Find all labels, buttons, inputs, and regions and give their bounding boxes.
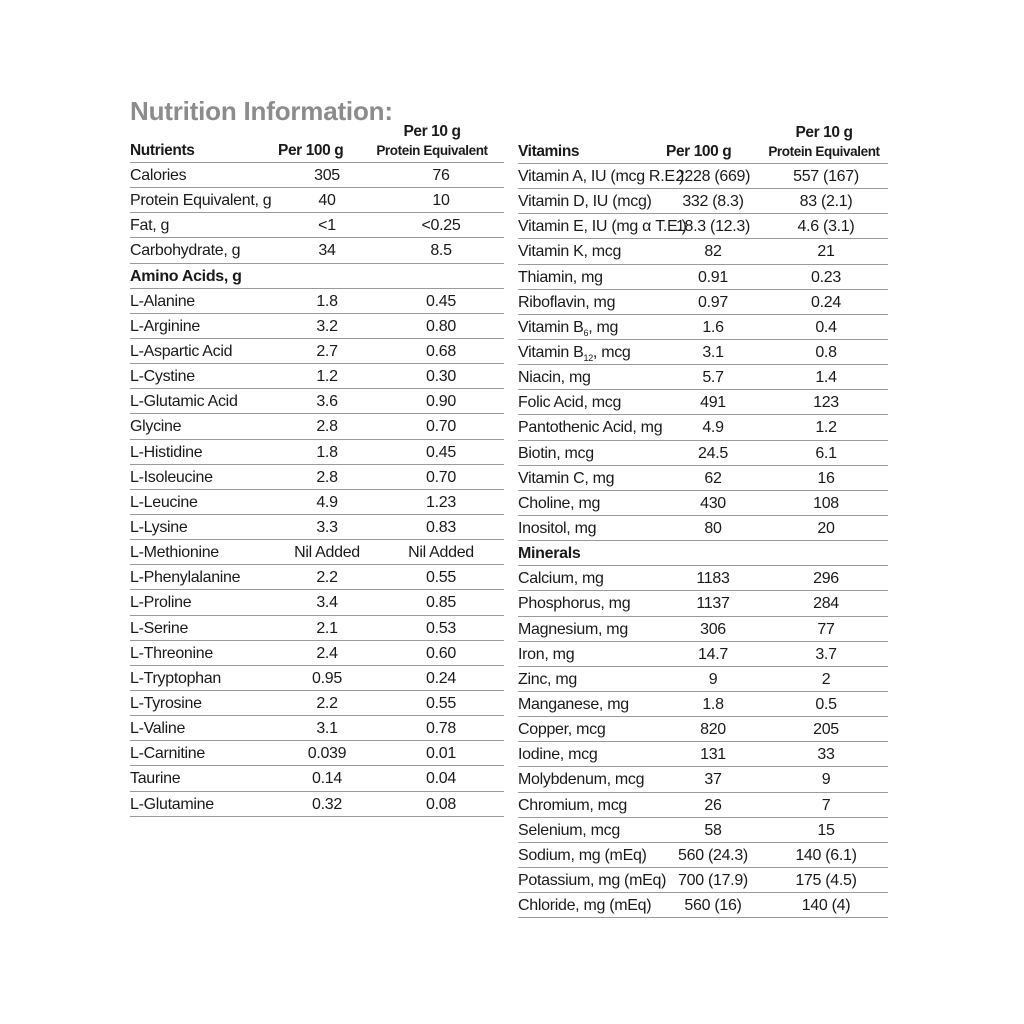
nutrient-name: Glycine [130, 418, 182, 436]
table-row [518, 415, 888, 440]
value-per-100g: 2.2 [316, 569, 338, 587]
nutrient-name: L-Methionine [130, 544, 219, 562]
value-per-10g: Nil Added [408, 544, 474, 562]
value-per-100g: 80 [704, 519, 722, 537]
table-row [130, 163, 504, 188]
value-per-10g: 0.5 [815, 695, 837, 713]
table-row [130, 289, 504, 314]
nutrient-name: L-Tyrosine [130, 694, 202, 712]
table-row [518, 315, 888, 340]
nutrient-name: Calcium, mg [518, 570, 604, 588]
nutrient-name: Manganese, mg [518, 695, 629, 713]
nutrient-name: Fat, g [130, 217, 170, 235]
header-per-10g-top: Per 10 g [403, 123, 461, 140]
table-row [130, 792, 504, 817]
value-per-100g: 1.8 [316, 292, 338, 310]
table-row [518, 818, 888, 843]
table-row [518, 340, 888, 365]
value-per-100g: 1.6 [702, 318, 724, 336]
value-per-100g: 2.8 [316, 418, 338, 436]
value-per-100g: 3.6 [316, 393, 338, 411]
value-per-100g: 1.8 [702, 695, 724, 713]
nutrient-name: L-Valine [130, 720, 186, 738]
value-per-10g: 0.4 [815, 318, 837, 336]
table-row [518, 893, 888, 918]
header-nutrients: Nutrients [130, 142, 195, 159]
nutrient-subscript: 12 [583, 352, 593, 363]
value-per-10g: 0.78 [426, 720, 456, 738]
nutrients-table [130, 124, 504, 817]
table-row [130, 414, 504, 439]
nutrient-name: Pantothenic Acid, mg [518, 419, 663, 437]
nutrient-name [518, 344, 631, 367]
nutrient-name: L-Leucine [130, 493, 198, 511]
value-per-100g: 9 [708, 670, 718, 688]
nutrient-name: Selenium, mcg [518, 821, 620, 839]
nutrient-name: Thiamin, mg [518, 268, 603, 286]
value-per-100g: 306 [700, 620, 726, 638]
table-row [518, 265, 888, 290]
table-row [130, 465, 504, 490]
value-per-100g: 560 (24.3) [678, 846, 748, 864]
table-row [130, 389, 504, 414]
table-header [518, 124, 888, 164]
nutrient-name: Biotin, mcg [518, 444, 594, 462]
value-per-100g: 62 [704, 469, 722, 487]
value-per-100g: 1.2 [316, 368, 338, 386]
table-row [518, 164, 888, 189]
nutrient-name: Iron, mg [518, 645, 575, 663]
value-per-10g: 0.90 [426, 393, 456, 411]
value-per-100g: 2228 (669) [675, 168, 751, 185]
table-row [130, 314, 504, 339]
table-row [130, 766, 504, 791]
value-per-10g: 0.30 [426, 368, 456, 386]
value-per-100g: 3.1 [316, 720, 338, 738]
page-title: Nutrition Information: [130, 96, 393, 126]
value-per-100g: Nil Added [294, 544, 360, 562]
nutrients-rows [130, 163, 504, 817]
table-row [518, 239, 888, 264]
value-per-10g: 15 [817, 821, 835, 839]
value-per-100g: 5.7 [702, 369, 724, 387]
value-per-10g: 0.45 [426, 443, 456, 461]
section-row [518, 541, 888, 566]
value-per-100g: 820 [700, 721, 726, 739]
table-row [518, 365, 888, 390]
value-per-10g: 296 [813, 570, 839, 588]
nutrient-name-base: Vitamin B [518, 318, 584, 336]
nutrient-subscript: 6 [583, 327, 589, 338]
table-row [518, 692, 888, 717]
table-row [130, 339, 504, 364]
table-row [518, 566, 888, 591]
value-per-10g: 0.83 [426, 518, 456, 536]
value-per-10g: 77 [817, 620, 835, 638]
table-header [130, 124, 504, 163]
nutrient-name: Chromium, mcg [518, 796, 628, 814]
nutrient-name: Vitamin A, IU (mcg R.E.) [518, 168, 684, 185]
value-per-100g: 24.5 [698, 444, 728, 462]
nutrient-name: L-Aspartic Acid [130, 342, 233, 360]
value-per-10g: 0.8 [815, 343, 837, 361]
nutrient-name: L-Arginine [130, 317, 200, 335]
value-per-10g: 205 [813, 721, 839, 739]
value-per-100g: 2.4 [316, 644, 338, 662]
value-per-10g: 1.23 [426, 493, 456, 511]
table-row [518, 591, 888, 616]
table-row [130, 540, 504, 565]
value-per-10g: 0.08 [426, 795, 456, 813]
table-row [518, 667, 888, 692]
nutrient-name: Vitamin D, IU (mcg) [518, 193, 652, 211]
value-per-100g: 40 [318, 192, 336, 210]
table-row [130, 238, 504, 263]
table-row [130, 490, 504, 515]
nutrient-name: Inositol, mg [518, 519, 597, 537]
nutrient-name: Niacin, mg [518, 369, 591, 387]
nutrient-name: Potassium, mg (mEq) [518, 871, 667, 889]
nutrient-name: Taurine [130, 770, 181, 788]
table-row [130, 741, 504, 766]
value-per-10g: 0.53 [426, 619, 456, 637]
nutrient-name: Riboflavin, mg [518, 293, 616, 311]
value-per-10g: 3.7 [815, 645, 837, 663]
table-row [130, 691, 504, 716]
value-per-10g: 1.2 [815, 419, 837, 437]
section-label: Amino Acids, g [130, 267, 242, 285]
value-per-100g: 1.8 [316, 443, 338, 461]
value-per-10g: 16 [817, 469, 835, 487]
value-per-10g: 284 [813, 595, 839, 613]
table-row [518, 767, 888, 792]
nutrient-name: L-Glutamine [130, 795, 214, 813]
value-per-10g: 175 (4.5) [795, 871, 857, 889]
value-per-10g: 0.24 [426, 669, 456, 687]
nutrient-name: Chloride, mg (mEq) [518, 897, 652, 915]
header-per-10g-top: Per 10 g [795, 124, 853, 141]
table-row [130, 213, 504, 238]
value-per-10g: 0.85 [426, 594, 456, 612]
value-per-100g: 37 [704, 771, 722, 789]
table-row [518, 290, 888, 315]
value-per-100g: 0.97 [698, 293, 728, 311]
table-row [130, 440, 504, 465]
value-per-100g: 430 [700, 494, 726, 512]
table-row [518, 617, 888, 642]
table-row [518, 189, 888, 214]
value-per-100g: 3.3 [316, 518, 338, 536]
nutrient-name: Protein Equivalent, g [130, 192, 272, 210]
value-per-10g: 2 [821, 670, 831, 688]
value-per-100g: 0.95 [312, 669, 342, 687]
value-per-10g: 0.68 [426, 342, 456, 360]
nutrient-name: Vitamin E, IU (mg α T.E.) [518, 218, 687, 236]
value-per-100g: 26 [704, 796, 722, 814]
nutrient-name: L-Phenylalanine [130, 569, 241, 587]
nutrient-name: L-Histidine [130, 443, 203, 461]
vitamins-rows [518, 164, 888, 918]
nutrient-name: Calories [130, 167, 187, 184]
table-row [518, 466, 888, 491]
value-per-100g: 4.9 [316, 493, 338, 511]
nutrient-name: Vitamin C, mg [518, 469, 615, 487]
table-row [130, 565, 504, 590]
nutrient-name: Carbohydrate, g [130, 242, 241, 260]
nutrient-name-suffix: , mg [588, 318, 619, 336]
value-per-100g: 305 [314, 167, 340, 184]
nutrient-name: Choline, mg [518, 494, 601, 512]
nutrient-name: Sodium, mg (mEq) [518, 846, 647, 864]
value-per-100g: 0.32 [312, 795, 342, 813]
value-per-10g: 0.55 [426, 569, 456, 587]
value-per-10g: 0.23 [811, 268, 841, 286]
nutrient-name: Phosphorus, mg [518, 595, 631, 613]
value-per-100g: 0.91 [698, 268, 728, 286]
value-per-10g: 9 [821, 771, 831, 789]
nutrient-name [518, 319, 618, 342]
nutrient-name: L-Lysine [130, 518, 188, 536]
header-per-10g-bottom: Protein Equivalent [376, 143, 488, 158]
value-per-10g: 123 [813, 394, 839, 412]
value-per-100g: 2.1 [316, 619, 338, 637]
value-per-10g: 4.6 (3.1) [797, 218, 855, 236]
value-per-100g: 58 [704, 821, 722, 839]
nutrient-name: L-Serine [130, 619, 189, 637]
value-per-10g: 1.4 [815, 369, 837, 387]
header-vitamins: Vitamins [518, 143, 580, 160]
value-per-10g: 0.01 [426, 745, 456, 763]
nutrient-name: L-Proline [130, 594, 192, 612]
nutrient-name: Vitamin K, mcg [518, 243, 622, 261]
table-row [518, 742, 888, 767]
table-row [518, 717, 888, 742]
value-per-10g: 0.60 [426, 644, 456, 662]
nutrient-name: Iodine, mcg [518, 746, 598, 764]
table-row [130, 666, 504, 691]
value-per-10g: 0.70 [426, 418, 456, 436]
value-per-100g: 700 (17.9) [678, 871, 748, 889]
table-row [518, 868, 888, 893]
table-row [518, 214, 888, 239]
value-per-100g: 18.3 (12.3) [675, 218, 751, 236]
header-per-100g: Per 100 g [666, 143, 732, 160]
nutrient-name: Folic Acid, mcg [518, 394, 622, 412]
value-per-100g: 3.4 [316, 594, 338, 612]
nutrient-name: L-Isoleucine [130, 468, 213, 486]
nutrient-name: Molybdenum, mcg [518, 771, 645, 789]
table-row [130, 641, 504, 666]
nutrient-name: L-Threonine [130, 644, 213, 662]
value-per-10g: 0.80 [426, 317, 456, 335]
table-row [130, 590, 504, 615]
value-per-10g: 83 (2.1) [799, 193, 853, 211]
value-per-100g: 1137 [696, 595, 730, 613]
section-label: Minerals [518, 545, 581, 563]
header-per-10g [366, 122, 498, 160]
value-per-10g: 76 [432, 167, 450, 184]
nutrient-name: Zinc, mg [518, 670, 577, 688]
table-row [130, 364, 504, 389]
nutrient-name-suffix: , mcg [592, 343, 631, 361]
value-per-100g: 1183 [696, 570, 730, 588]
nutrient-name-base: Vitamin B [518, 343, 584, 361]
value-per-10g: 0.70 [426, 468, 456, 486]
value-per-10g: 8.5 [430, 242, 452, 260]
value-per-10g: 0.55 [426, 694, 456, 712]
value-per-10g: 6.1 [815, 444, 837, 462]
value-per-10g: 557 (167) [793, 168, 859, 185]
value-per-10g: 10 [432, 192, 450, 210]
table-row [130, 716, 504, 741]
value-per-100g: <1 [318, 217, 336, 235]
header-per-10g-bottom: Protein Equivalent [768, 144, 880, 159]
section-row [130, 264, 504, 289]
header-per-100g: Per 100 g [278, 142, 344, 159]
table-row [518, 491, 888, 516]
value-per-100g: 2.2 [316, 694, 338, 712]
value-per-100g: 4.9 [702, 419, 724, 437]
table-row [518, 642, 888, 667]
value-per-10g: 140 (6.1) [795, 846, 857, 864]
value-per-100g: 82 [704, 243, 722, 261]
value-per-10g: 20 [817, 519, 835, 537]
nutrient-name: Copper, mcg [518, 721, 606, 739]
value-per-100g: 0.039 [307, 745, 347, 763]
value-per-10g: 0.04 [426, 770, 456, 788]
value-per-100g: 2.8 [316, 468, 338, 486]
value-per-10g: <0.25 [421, 217, 461, 235]
table-row [518, 843, 888, 868]
table-row [518, 516, 888, 541]
value-per-100g: 491 [700, 394, 726, 412]
value-per-100g: 131 [700, 746, 726, 764]
value-per-100g: 3.2 [316, 317, 338, 335]
nutrient-name: Magnesium, mg [518, 620, 628, 638]
value-per-10g: 33 [817, 746, 835, 764]
header-per-10g [758, 123, 890, 161]
vitamins-minerals-table [518, 124, 888, 918]
table-row [130, 188, 504, 213]
value-per-100g: 14.7 [698, 645, 728, 663]
value-per-100g: 2.7 [316, 342, 338, 360]
value-per-100g: 332 (8.3) [682, 193, 744, 211]
nutrient-name: L-Carnitine [130, 745, 205, 763]
table-row [518, 441, 888, 466]
nutrient-name: L-Tryptophan [130, 669, 221, 687]
table-row [518, 793, 888, 818]
value-per-100g: 3.1 [702, 343, 724, 361]
value-per-10g: 140 (4) [801, 897, 851, 915]
value-per-100g: 0.14 [312, 770, 342, 788]
value-per-100g: 560 (16) [684, 897, 742, 915]
nutrient-name: L-Alanine [130, 292, 195, 310]
value-per-10g: 108 [813, 494, 839, 512]
table-row [130, 616, 504, 641]
nutrient-name: L-Cystine [130, 368, 195, 386]
value-per-10g: 21 [817, 243, 835, 261]
nutrient-name: L-Glutamic Acid [130, 393, 238, 411]
value-per-10g: 0.45 [426, 292, 456, 310]
table-row [518, 390, 888, 415]
value-per-10g: 0.24 [811, 293, 841, 311]
table-row [130, 515, 504, 540]
value-per-10g: 7 [821, 796, 831, 814]
value-per-100g: 34 [318, 242, 336, 260]
